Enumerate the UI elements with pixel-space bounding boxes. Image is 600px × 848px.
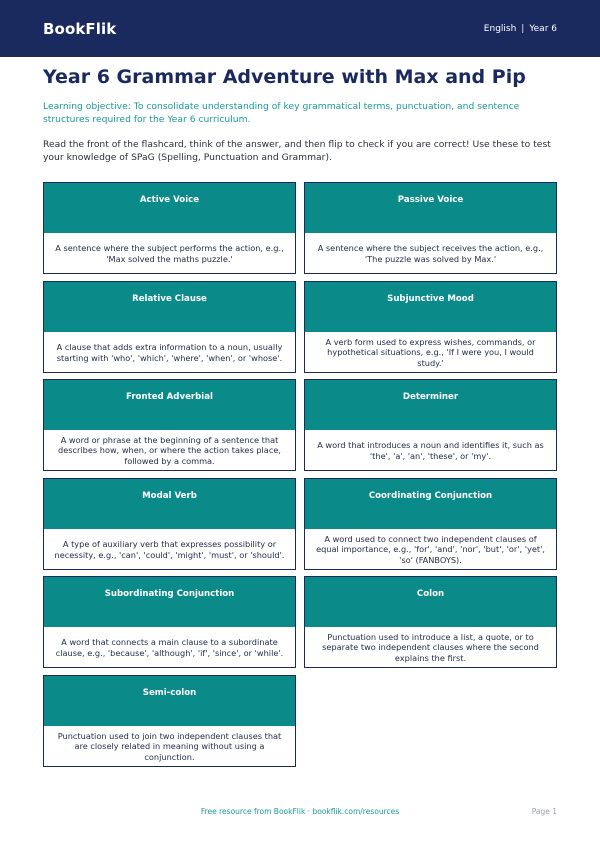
flashcard-back: A sentence where the subject receives the action, e.g., 'The puzzle was solved by Max.'	[317, 243, 544, 264]
learning-objective: Learning objective: To consolidate understanding of key grammatical terms, punctuation, and sentence structures required for the Year 6 curriculum.	[43, 101, 520, 125]
flashcard[interactable]	[304, 281, 557, 373]
flashcard-back: A type of auxiliary verb that expresses possibility or necessity, e.g., 'can', 'could', 'might', 'must', or 'should'.	[54, 539, 285, 560]
flashcard-back: Punctuation used to join two independent clauses that are closely related in meaning without using a conjunction.	[57, 730, 282, 762]
intro-text: Read the front of the flashcard, think of the answer, and then flip to check if you are correct! Use these to test your knowledge of SPaG (Spelling, Punctuation and Grammar).	[43, 139, 551, 163]
flashcard-back: Punctuation used to introduce a list, a quote, or to separate two independent clauses where the second explains the first.	[322, 631, 539, 663]
flashcard-front: Passive Voice	[305, 183, 556, 233]
flashcard-back: A clause that adds extra information to a noun, usually starting with 'who', 'which', 'where', 'when', or 'whose'.	[56, 342, 283, 363]
year-label: Year 6	[529, 23, 557, 34]
language-label: English	[483, 23, 517, 34]
flashcard-front: Subjunctive Mood	[305, 282, 556, 332]
meta-separator: |	[521, 23, 525, 34]
flashcard[interactable]	[304, 576, 557, 668]
footer-credit-link[interactable]: Free resource from BookFlik · bookflik.com/resources	[200, 807, 400, 816]
page-title: Year 6 Grammar Adventure with Max and Pip	[43, 66, 526, 88]
flashcard[interactable]	[43, 379, 296, 471]
flashcard[interactable]	[304, 478, 557, 570]
flashcard-back: A word or phrase at the beginning of a sentence that describes how, when, or where the action takes place, followed by a comma.	[58, 434, 281, 466]
flashcard-back: A word used to connect two independent clauses of equal importance, e.g., 'for', 'and', 'nor', 'but', 'or', 'yet', 'so' (FANBOYS).	[316, 533, 545, 565]
flashcard[interactable]	[43, 675, 296, 767]
flashcard-front: Coordinating Conjunction	[305, 479, 556, 529]
page-number: Page 1	[531, 807, 557, 816]
flashcard-back: A sentence where the subject performs the action, e.g., 'Max solved the maths puzzle.'	[55, 243, 284, 264]
flashcard-front: Determiner	[305, 380, 556, 430]
flashcard[interactable]	[304, 182, 557, 274]
flashcard[interactable]	[43, 182, 296, 274]
brand-logo[interactable]: BookFlik	[43, 19, 117, 38]
flashcard-back: A verb form used to express wishes, commands, or hypothetical situations, e.g., 'If I were you, I would study.'	[325, 336, 536, 368]
flashcard[interactable]	[304, 379, 557, 471]
flashcard-front: Active Voice	[44, 183, 295, 233]
flashcard-front: Modal Verb	[44, 479, 295, 529]
flashcard-front: Relative Clause	[44, 282, 295, 332]
flashcard[interactable]	[43, 576, 296, 668]
flashcard-back: A word that connects a main clause to a subordinate clause, e.g., 'because', 'although', 'if', 'since', or 'while'.	[55, 637, 284, 658]
header-meta	[484, 24, 557, 34]
top-bar	[0, 0, 600, 57]
page-footer	[0, 807, 600, 821]
flashcard-front: Subordinating Conjunction	[44, 577, 295, 627]
flashcard-back: A word that introduces a noun and identifies it, such as 'the', 'a', 'an', 'these', or 'my'.	[317, 440, 544, 461]
flashcard-front: Fronted Adverbial	[44, 380, 295, 430]
flashcard-front: Colon	[305, 577, 556, 627]
flashcard[interactable]	[43, 281, 296, 373]
flashcard[interactable]	[43, 478, 296, 570]
flashcard-front: Semi-colon	[44, 676, 295, 726]
